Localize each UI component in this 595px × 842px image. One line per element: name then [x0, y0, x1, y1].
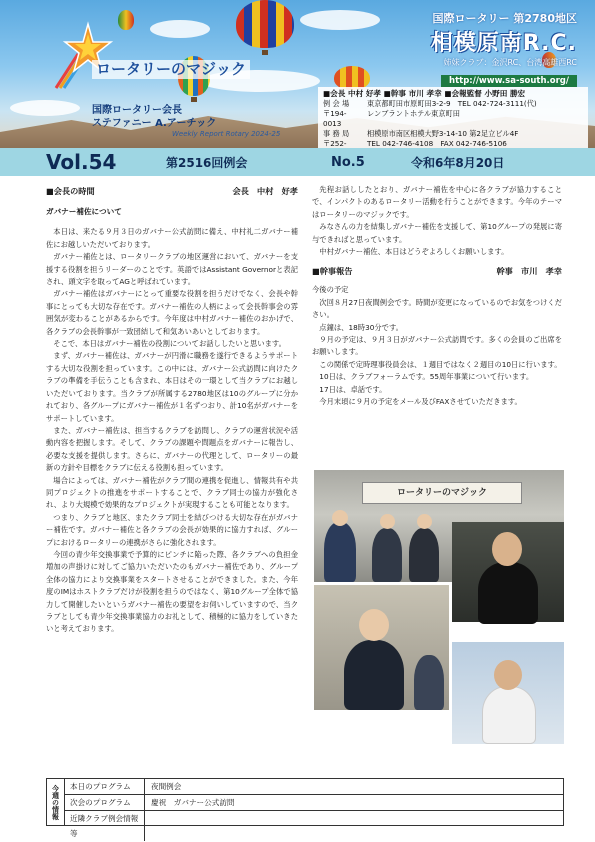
section-title: ■幹事報告 — [312, 266, 353, 277]
person-silhouette — [372, 528, 402, 582]
issue-date: 令和6年8月20日 — [411, 155, 505, 170]
meeting-place-postal: 〒194-0013 — [323, 109, 347, 128]
table-side-label: 今週の情報 — [47, 779, 65, 825]
theme-logo-title: ロータリーのマジック — [92, 60, 250, 79]
president-title: 国際ロータリー会長 — [92, 105, 182, 116]
cloud — [10, 100, 80, 116]
volume-number: Vol.54 — [46, 150, 117, 174]
magic-star-logo-icon — [48, 20, 118, 90]
balloon-basket-icon — [262, 50, 268, 55]
paragraph: ガバナー補佐とは、ロータリークラブの地区運営において、ガバナーを支援する役割を担うリーダーのことです。英語ではAssistant Governorと表記され、頭文字を取ってAGと呼ばれています。 — [46, 252, 298, 287]
person-silhouette — [478, 562, 538, 624]
paragraph: 場合によっては、ガバナー補佐がクラブ間の連携を促進し、情報共有や共同プロジェクトの推進をサポートすることで、クラブ同士の協力が強化され、より大規模で効果的なプロジェクトが実現することも可能となります。 — [46, 475, 298, 510]
person-head — [494, 660, 522, 690]
president-name: ステファニー A.アーチック — [92, 118, 217, 129]
club-website-link[interactable]: http://www.sa-south.org/ — [441, 75, 577, 87]
row-label: 次会のプログラム — [65, 795, 145, 810]
person-head — [492, 532, 522, 566]
section-title: ■会長の時間 — [46, 186, 95, 196]
schedule-heading: 今後の予定 — [312, 285, 349, 295]
masthead — [0, 0, 595, 148]
paragraph: ガバナー補佐はガバナーにとって重要な役割を担うだけでなく、会長や幹事にとっても大切な存在です。ガバナー補佐の人柄によって会長幹事会の雰囲気が変わることがあるからです。今年度は中村ガバナー補佐のおかげで、各クラブの会長幹事が一致団結して和気あいあいとしております。 — [46, 289, 298, 336]
office-label: 事 務 局 — [323, 129, 350, 138]
paragraph: そこで、本日はガバナー補佐の役割についてお話ししたいと思います。 — [53, 339, 286, 349]
person-head — [417, 514, 432, 529]
club-name: 相模原南R.C. — [430, 31, 577, 56]
row-value: 夜間例会 — [151, 782, 182, 791]
section-author: 幹事 市川 孝幸 — [496, 266, 562, 277]
district-label: 国際ロータリー 第2780地区 — [432, 12, 577, 25]
paragraph: 17日は、卓話です。 — [319, 384, 387, 394]
row-value: 慶祝 ガバナー公式訪問 — [151, 798, 235, 807]
hot-air-balloon-icon — [236, 0, 294, 48]
right-column — [312, 184, 562, 409]
paragraph: 本日は、来たる９月３日のガバナー公式訪問に備え、中村礼二ガバナー補佐にお越しいただいております。 — [46, 227, 298, 249]
article-subtitle: ガバナー補佐について — [46, 207, 122, 216]
weekly-report-label: Weekly Report Rotary 2024-25 — [172, 130, 281, 138]
president-column — [46, 184, 298, 636]
paragraph: つまり、クラブと地区、またクラブ同士を結びつける大切な存在がガバナー補佐です。ガバナー補佐と各クラブの会長が効果的に協力すれば、グループにおけるロータリーの連携がさらに強化されます。 — [46, 512, 298, 547]
speaker-man-photo — [314, 585, 449, 710]
person-silhouette — [324, 522, 356, 582]
person-head — [359, 609, 389, 641]
table-row — [65, 779, 563, 795]
hot-air-balloon-icon — [118, 10, 134, 30]
paragraph: 点鐘は、18時30分です。 — [319, 322, 403, 332]
weekly-info-table — [46, 778, 564, 838]
ri-president — [92, 104, 216, 130]
paragraph: 今月末頃に９月の予定をメール及びFAXさせていただきます。 — [319, 397, 522, 407]
meeting-number: 第2516回例会 — [166, 155, 248, 170]
person-silhouette — [414, 655, 444, 710]
person-silhouette — [409, 528, 439, 582]
club-identity — [389, 10, 577, 87]
person-silhouette — [482, 686, 536, 744]
table-row — [65, 811, 563, 841]
row-value — [145, 811, 151, 841]
paragraph: まず、ガバナー補佐は、ガバナーが円滑に職務を遂行できるようサポートする大切な役割を担っています。この中には、ガバナー公式訪問に向けたクラブの準備を手伝うことも含まれ、本日はその一環として当クラブにお越しいただいております。当クラブが所属する2780地区は10のグループに分かれており、各グループにガバナー補佐が１名ずつおり、計10名がガバナーをサポートしています。 — [46, 351, 298, 423]
paragraph: また、ガバナー補佐は、担当するクラブを訪問し、クラブの運営状況や活動内容を把握します。そして、クラブの課題や問題点をガバナーに報告し、必要な支援を提供します。さらに、ガバナーの代理として、ロータリーの最新の方針や目標をクラブに伝える役割も担っています。 — [46, 425, 298, 473]
meeting-place-address: 東京都町田市原町田3-2-9 TEL 042-724-3111(代) — [367, 99, 537, 108]
attendee-photo — [452, 642, 564, 744]
paragraph: みなさんの力を結集しガバナー補佐を支援して、第10グループの発展に寄与できればと思っています。 — [312, 222, 562, 244]
person-head — [332, 510, 348, 526]
president-section-header — [46, 184, 298, 198]
meeting-place-name: レンブラントホテル東京町田 — [367, 109, 460, 118]
paragraph: この関係で定時理事役員会は、１週目ではなく２週目の10日に行います。 — [319, 359, 562, 369]
sister-clubs: 姉妹クラブ：金沢RC、台湾高雄西RC — [443, 58, 577, 67]
person-silhouette — [344, 640, 404, 710]
paragraph: 中村ガバナー補佐、本日はどうぞよろしくお願いします。 — [319, 247, 509, 257]
cloud — [300, 10, 380, 30]
paragraph: ９月の予定は、９月３日がガバナー公式訪問です。多くの会員のご出席をお願いします。 — [312, 335, 562, 357]
issue-bar — [0, 148, 595, 176]
section-author: 会長 中村 好孝 — [232, 186, 298, 196]
table-row — [65, 795, 563, 811]
paragraph: 今回の青少年交換事業で予算的にピンチに陥った際、各クラブへの負担金増加の声掛けに対してご協力いただいたのもガバナー補佐であり、グループ全体の協力により交換事業をスタートさせることができました。また、今年度のIMはホストクラブだけが役割を担うのではなく、第10グループ全体で協力して開催したいというガバナー補佐の要望をお伺いしていますので、当クラブとしても青少年交換事業協力のお礼として、積極的に協力をしていきたいと考えております。 — [46, 549, 298, 634]
office-postal: 〒252- — [323, 139, 347, 148]
row-label: 近隣クラブ例会情報等 — [65, 811, 145, 841]
secretary-section-header — [312, 264, 562, 278]
meeting-place-label: 例 会 場 — [323, 99, 350, 108]
balloon-basket-icon — [191, 97, 197, 102]
issue-number: No.5 — [331, 154, 365, 170]
paragraph: 次回８月27日夜間例会です。時間が変更になっているのでお気をつけください。 — [312, 297, 562, 320]
officers-line: ■会長 中村 好孝 ■幹事 市川 孝幸 ■会報監督 小野田 勝宏 — [323, 89, 526, 98]
meeting-photos — [314, 470, 564, 770]
stage-banner: ロータリーのマジック — [362, 482, 522, 504]
paragraph: 10日は、クラブフォーラムです。55周年事業について行います。 — [319, 372, 534, 382]
office-tel-fax: TEL 042-746-4108 FAX 042-746-5106 — [367, 139, 507, 148]
paragraph: 先程お話ししたとおり、ガバナー補佐を中心に各クラブが協力することで、インパクトのあるロータリー活動を行うことができます。今年のテーマはロータリーのマジックです。 — [312, 185, 562, 219]
speaker-woman-photo — [452, 522, 564, 622]
person-head — [380, 514, 395, 529]
office-address: 相模原市南区相模大野3-14-10 第2足立ビル4F — [367, 129, 519, 138]
row-label: 本日のプログラム — [65, 779, 145, 794]
cloud — [150, 20, 210, 38]
